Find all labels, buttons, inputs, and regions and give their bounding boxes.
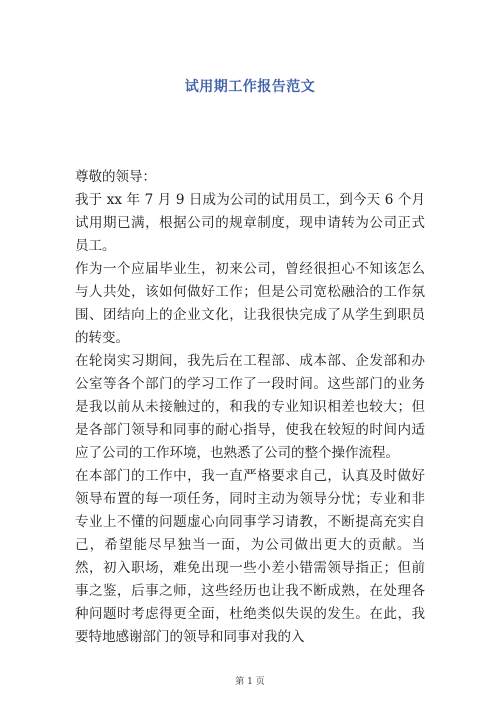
paragraph-3: 在轮岗实习期间，我先后在工程部、成本部、企发部和办公室等各个部门的学习工作了一段时间。这些部门的业务是我以前从未接触过的，和我的专业知识相差也较大；但是各部门领导和同事的耐心指导，使我在较短的时间内适应了公司的工作环境，也熟悉了公司的整个操作流程。 [75,353,425,461]
page-number: 第 1 页 [235,677,265,687]
paragraph-2: 作为一个应届毕业生，初来公司，曾经很担心不知该怎么与人共处，该如何做好工作；但是公司宽松融洽的工作氛围、团结向上的企业文化，让我很快完成了从学生到职员的转变。 [75,261,425,346]
paragraph-4: 在本部门的工作中，我一直严格要求自己，认真及时做好领导布置的每一项任务，同时主动为领导分忧；专业和非专业上不懂的问题虚心向同事学习请教，不断提高充实自己，希望能尽早独当一面，为公司做出更大的贡献。当然，初入职场，难免出现一些小差小错需领导指正；但前事之鉴，后事之师，这些经历也让我不断成熟，在处理各种问题时考虑得更全面，杜绝类似失误的发生。在此，我要特地感谢部门的领导和同事对我的入 [75,468,425,645]
document-body [75,166,425,649]
greeting: 尊敬的领导： [75,169,156,185]
document-title: 试用期工作报告范文 [184,79,316,95]
paragraph-1: 我于 xx 年 7 月 9 日成为公司的试用员工，到今天 6 个月试用期已满，根据公司的规章制度，现申请转为公司正式员工。 [75,192,425,254]
